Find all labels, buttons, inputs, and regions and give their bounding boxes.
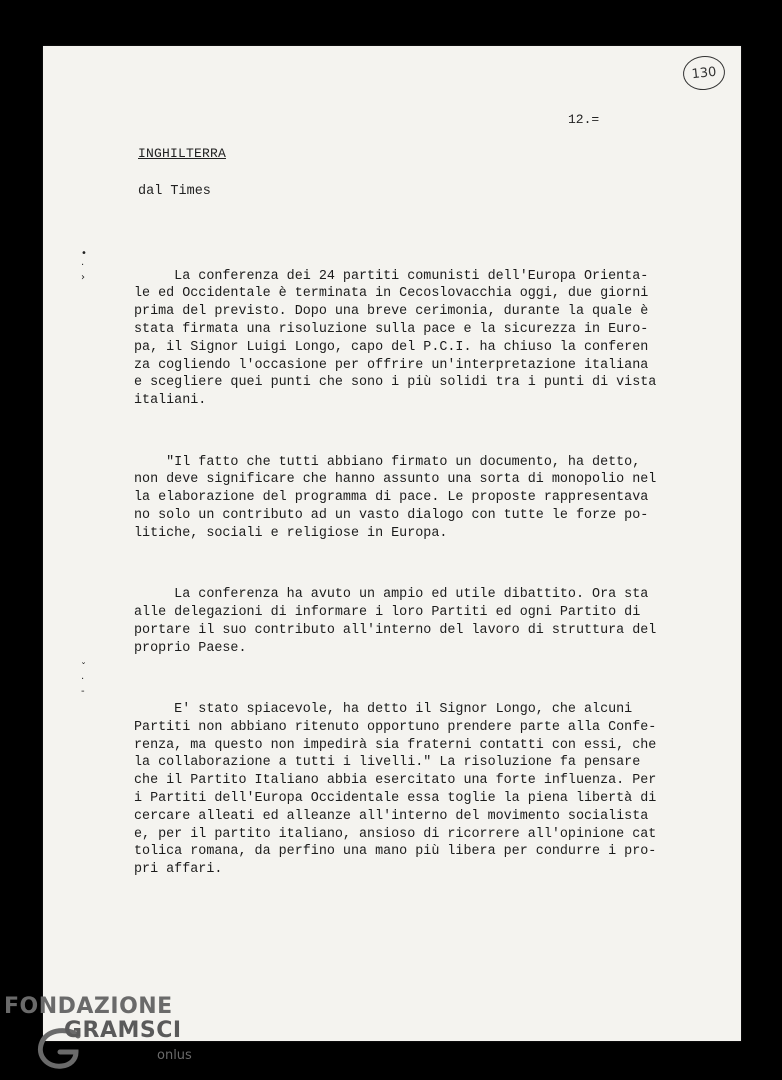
watermark-suffix: onlus xyxy=(157,1048,192,1063)
watermark-line2: GRAMSCI xyxy=(64,1018,182,1043)
page-number: 12.= xyxy=(568,112,600,127)
margin-mark-bottom: ˇ · - xyxy=(81,662,86,697)
section-heading: INGHILTERRA xyxy=(138,146,227,161)
source-line: dal Times xyxy=(138,184,211,199)
document-page xyxy=(43,46,741,1041)
paragraph: E' stato spiacevole, ha detto il Signor Longo, che alcuni Partiti non abbiano ritenuto opportuno prendere parte alla Confe- renza, ma questo non impedirà sia fraterni contatti con essi, che la collaborazione a tutti i livelli." La risoluzione fa pensare che il Partito Italiano abbia esercitato una forte influenza. Per i Partiti dell'Europa Occidentale essa toglie la piena libertà di cercare alleati ed alleanze all'interno del movimento socialista e, per il partito italiano, ansioso di ricorrere all'opinione cat tolica romana, da perfino una mano più libera per condurre i pro- pri affari. xyxy=(134,701,657,878)
paragraph: "Il fatto che tutti abbiano firmato un documento, ha detto, non deve significare che hanno assunto una sorta di monopolio nel la elaborazione del programma di pace. Le proposte rappresentava no solo un contributo ad un vasto dialogo con tutte le forze po- litiche, sociali e religiose in Europa. xyxy=(134,454,657,541)
paragraph: La conferenza ha avuto un ampio ed utile dibattito. Ora sta alle delegazioni di informare i loro Partiti ed ogni Partito di portare il suo contributo all'interno del lavoro di struttura del proprio Paese. xyxy=(134,587,657,656)
archive-number: 130 xyxy=(690,64,718,82)
archive-number-stamp xyxy=(681,54,726,92)
watermark-logo xyxy=(4,994,204,1074)
watermark-line1: FONDAZIONE xyxy=(4,994,173,1019)
article-body xyxy=(134,232,679,922)
paragraph: La conferenza dei 24 partiti comunisti dell'Europa Orienta- le ed Occidentale è terminata in Cecoslovacchia oggi, due giorni prima del previsto. Dopo una breve cerimonia, durante la quale è stata firmata una risoluzione sulla pace e la sicurezza in Euro- pa, il Signor Luigi Longo, capo del P.C.I. ha chiuso la conferen za cogliendo l'occasione per offrire un'interpretazione italiana e scegliere quei punti che sono i più solidi tra i punti di vista italiani. xyxy=(134,268,657,409)
margin-mark-top: • · › xyxy=(81,248,87,283)
